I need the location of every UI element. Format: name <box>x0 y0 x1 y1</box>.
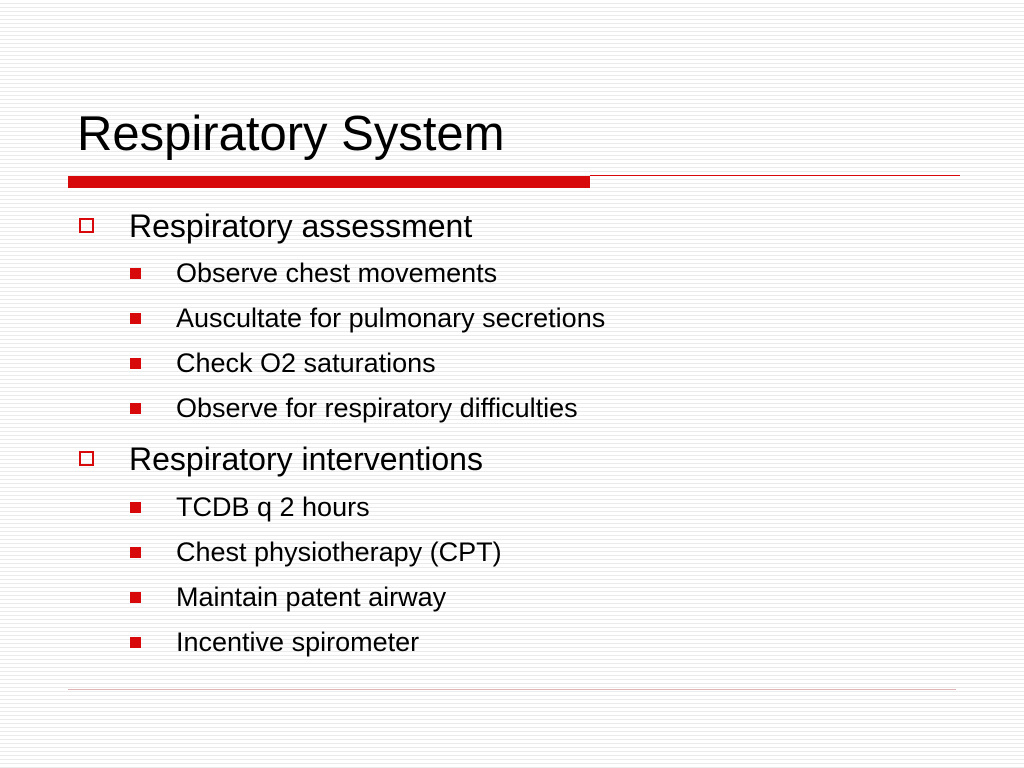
filled-square-bullet-icon <box>130 502 141 513</box>
section-heading-text: Respiratory interventions <box>129 441 483 477</box>
section-heading-interventions <box>0 439 1024 479</box>
hollow-square-bullet-icon <box>79 451 94 466</box>
list-item-text: Chest physiotherapy (CPT) <box>176 537 502 567</box>
filled-square-bullet-icon <box>130 403 141 414</box>
section-heading-assessment <box>0 206 1024 246</box>
list-item <box>0 256 1024 290</box>
list-item <box>0 301 1024 335</box>
list-item-text: Observe chest movements <box>176 258 498 288</box>
list-item <box>0 625 1024 659</box>
list-item <box>0 391 1024 425</box>
filled-square-bullet-icon <box>130 268 141 279</box>
slide-title: Respiratory System <box>77 107 505 161</box>
filled-square-bullet-icon <box>130 592 141 603</box>
list-item-text: Check O2 saturations <box>176 348 436 378</box>
list-item <box>0 490 1024 524</box>
hollow-square-bullet-icon <box>79 218 94 233</box>
list-item <box>0 346 1024 380</box>
list-item-text: Observe for respiratory difficulties <box>176 393 578 423</box>
footer-rule <box>68 689 956 690</box>
filled-square-bullet-icon <box>130 547 141 558</box>
list-item <box>0 535 1024 569</box>
section-heading-text: Respiratory assessment <box>129 208 473 244</box>
list-item-text: Incentive spirometer <box>176 627 420 657</box>
list-item-text: Maintain patent airway <box>176 582 447 612</box>
filled-square-bullet-icon <box>130 637 141 648</box>
filled-square-bullet-icon <box>130 313 141 324</box>
list-item-text: Auscultate for pulmonary secretions <box>176 303 606 333</box>
filled-square-bullet-icon <box>130 358 141 369</box>
list-item <box>0 580 1024 614</box>
list-item-text: TCDB q 2 hours <box>176 492 370 522</box>
